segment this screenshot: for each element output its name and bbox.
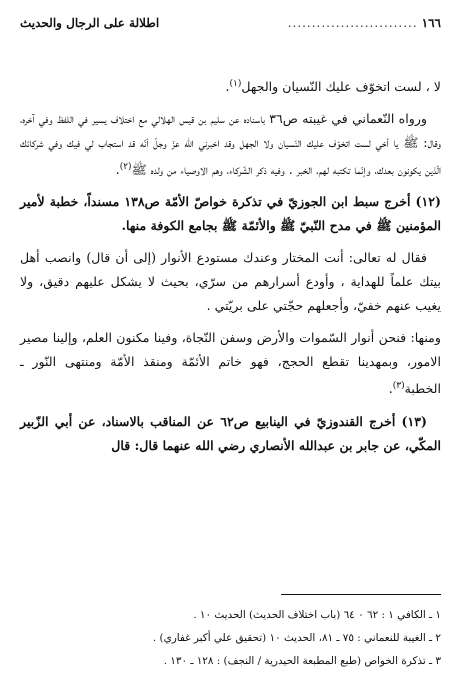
paragraph-end: . — [225, 79, 230, 95]
paragraph — [20, 72, 441, 99]
paragraph — [20, 107, 441, 182]
paragraph-text: ومنها: فنحن أنوار السّموات والأرض وسفن النّجاة، وفينا مكنون العلم، وإلينا مصير الامور، وبمهدينا تقطع الحجج، فهو خاتم الأئمّة ومنقذ الأمّة ومنتهى النّور ـ الخطبة — [20, 330, 441, 397]
hadith-heading — [20, 190, 441, 238]
paragraph-text: ورواه النّعماني في غيبته ص٣٦ باسناده عن سليم بن قيس الهلالي مع اختلاف يسير في اللفظ وفي آخره، وقال: ﷺ يا أخي لست اتخوّف عليك النّسيان ولا الجهل وقد اخبرني الله عزّ وجلّ أنّه قد استجاب لي فيك وفي شركائك الّذين يكونون بعدك، وإنّما تكتبه لهم، الخبر . وفيه ذكر الشّركاء، وهم الاوصياء من ولده ﷺ — [20, 111, 441, 178]
paragraph-text: (١٣) أخرج القندوزيّ في الينابيع ص٦٢ عن المناقب بالاسناد، عن أبي الزّبير المكّي، عن جابر بن عبدالله الأنصاري رضي الله عنهما قال: قال — [20, 413, 441, 453]
paragraph — [20, 326, 441, 401]
paragraph — [20, 246, 441, 318]
footnote-ref: (٢) — [119, 162, 132, 173]
body-text — [20, 72, 441, 458]
running-header — [20, 14, 441, 32]
paragraph-end: . — [388, 381, 393, 397]
paragraph-end: . — [115, 162, 120, 178]
paragraph-text: فقال له تعالى: أنت المختار وعندك مستودع الأنوار (إلى أن قال) وانصب أهل بيتك علماً للهداية ، وأودع أسرارهم من سرّي، بحيث لا يشكل عليهم دقيق، ولا يغيب عنهم خفيّ، وأجعلهم حجّتي على بريّتي . — [20, 250, 441, 314]
footnote-ref: (٣) — [392, 381, 405, 392]
footnote: ٢ ـ الغيبة للنعماني : ٧٥ ـ ٨١، الحديث ١٠ (تحقيق علي أكبر غفاري) . — [152, 632, 441, 644]
paragraph-text: (١٢) أخرج سبط ابن الجوزيّ في تذكرة خواصّ الأمّة ص١٣٨ مسنداً، خطبة لأمير المؤمنين ﷺ في مدح النّبيّ ﷺ والأئمّة ﷺ بجامع الكوفة منها. — [20, 194, 441, 234]
footnotes — [20, 604, 441, 673]
footnote-divider — [281, 594, 441, 595]
running-title: اطلالة على الرجال والحديث — [20, 16, 160, 30]
hadith-heading — [20, 410, 441, 458]
page-number: ١٦٦ — [421, 16, 441, 30]
footnote-ref: (١) — [229, 79, 242, 89]
paragraph-text: لا ، لست اتخوّف عليك النّسيان والجهل — [241, 79, 441, 95]
footnote: ١ ـ الكافي ١ : ٦٢ ٠ ٦٤ (باب اختلاف الحديث) الحديث ١٠ . — [193, 609, 441, 621]
header-leader-dots: ........................... — [287, 16, 418, 30]
footnote: ٣ ـ تذكرة الخواص (طبع المطبعة الحيدرية / النجف) : ١٢٨ ـ ١٣٠ . — [163, 655, 441, 667]
